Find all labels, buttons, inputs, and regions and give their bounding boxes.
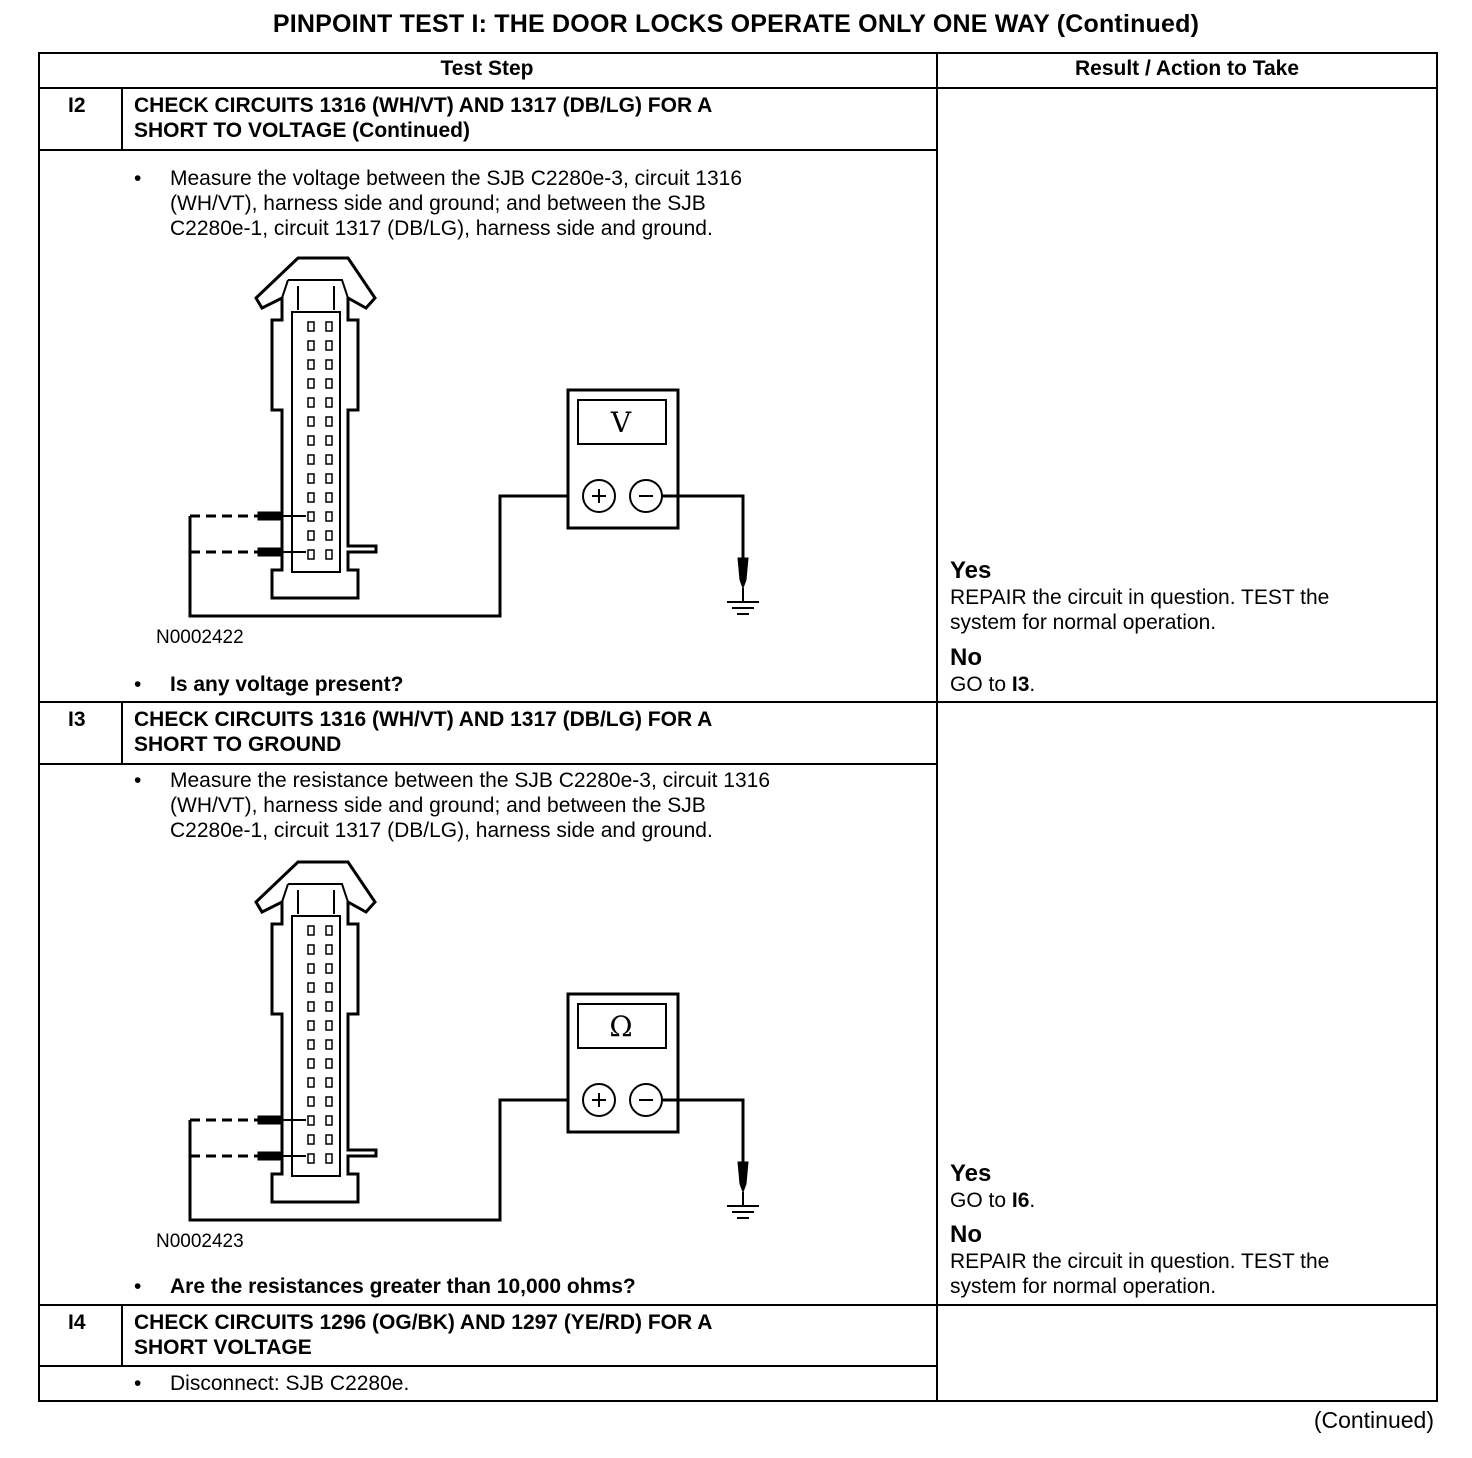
step-title-i4-line1: CHECK CIRCUITS 1296 (OG/BK) AND 1297 (YE/RD) FOR A xyxy=(134,1311,713,1334)
header-test-step: Test Step xyxy=(440,57,534,80)
result-yes-i3-prefix: GO to xyxy=(950,1189,1012,1212)
question-i3 xyxy=(134,1274,924,1300)
instruction-i2-text xyxy=(170,166,742,241)
question-i2-text: Is any voltage present? xyxy=(170,673,404,696)
result-yes-i2-line1: REPAIR the circuit in question. TEST the xyxy=(950,586,1330,609)
connector-pin-cavities xyxy=(308,926,332,1163)
result-yes-text-i2 xyxy=(950,585,1329,635)
instruction-i3-line3: C2280e-1, circuit 1317 (DB/LG), harness side and ground. xyxy=(170,819,713,842)
result-no-i3-line2: system for normal operation. xyxy=(950,1275,1217,1298)
ohmmeter xyxy=(568,994,743,1162)
test-probes xyxy=(190,1100,568,1220)
i3-id-divider xyxy=(121,701,123,765)
table-border-left xyxy=(38,52,40,1402)
result-no-i2-suffix: . xyxy=(1029,673,1036,696)
instruction-i3-line1: Measure the resistance between the SJB C2280e-3, circuit 1316 xyxy=(170,769,771,792)
bullet: • xyxy=(134,167,142,190)
bullet: • xyxy=(134,1372,142,1395)
column-divider xyxy=(936,52,938,1402)
step-title-i2-line2: SHORT TO VOLTAGE (Continued) xyxy=(134,119,470,142)
meter-symbol-ohm: Ω xyxy=(609,1010,633,1043)
step-id-i4: I4 xyxy=(68,1311,86,1334)
bullet: • xyxy=(134,1275,142,1298)
result-yes-i2-line2: system for normal operation. xyxy=(950,611,1217,634)
table-border-right xyxy=(1436,52,1438,1402)
step-title-i4 xyxy=(134,1310,712,1360)
instruction-i4-text: Disconnect: SJB C2280e. xyxy=(170,1372,410,1395)
connector-voltmeter-diagram xyxy=(180,250,770,620)
instruction-i3-line2: (WH/VT), harness side and ground; and between the SJB xyxy=(170,794,706,817)
table-border-bottom xyxy=(38,1400,1438,1402)
connector-c2280e xyxy=(256,862,376,1202)
question-i2 xyxy=(134,672,914,698)
test-probes xyxy=(190,496,568,616)
result-yes-label-i3: Yes xyxy=(950,1160,992,1187)
go-to-step-i6: I6 xyxy=(1011,1189,1030,1212)
i3-title-divider xyxy=(38,763,938,765)
meter-symbol-v: V xyxy=(610,406,632,439)
result-yes-label-i2: Yes xyxy=(950,557,992,584)
instruction-i3 xyxy=(134,768,924,848)
figure-code-i2: N0002422 xyxy=(156,627,244,648)
bullet: • xyxy=(134,673,142,696)
step-title-i3-line2: SHORT TO GROUND xyxy=(134,733,342,756)
step-title-i2 xyxy=(134,93,712,143)
header-result: Result / Action to Take xyxy=(1074,57,1300,80)
instruction-i2 xyxy=(134,166,914,246)
result-no-text-i2 xyxy=(950,672,1035,697)
header-divider xyxy=(38,87,1438,89)
connector-pin-cavities xyxy=(308,322,332,559)
row-divider-i2-i3 xyxy=(38,701,1438,703)
voltmeter xyxy=(568,390,743,558)
i4-id-divider xyxy=(121,1304,123,1367)
instruction-i3-text xyxy=(170,768,770,843)
i4-title-divider xyxy=(38,1365,938,1367)
go-to-step-i3: I3 xyxy=(1011,673,1030,696)
i2-title-divider xyxy=(38,149,938,151)
result-no-label-i2: No xyxy=(950,644,982,671)
result-yes-i3-suffix: . xyxy=(1029,1189,1036,1212)
connector-c2280e xyxy=(256,258,376,598)
result-no-label-i3: No xyxy=(950,1221,982,1248)
result-yes-text-i3 xyxy=(950,1188,1035,1213)
page-title: PINPOINT TEST I: THE DOOR LOCKS OPERATE ONLY ONE WAY (Continued) xyxy=(272,10,1200,38)
instruction-i4 xyxy=(134,1371,914,1397)
ground-probe-icon xyxy=(727,1162,759,1218)
step-title-i2-line1: CHECK CIRCUITS 1316 (WH/VT) AND 1317 (DB/LG) FOR A xyxy=(134,94,713,117)
question-i3-text: Are the resistances greater than 10,000 ohms? xyxy=(170,1275,636,1298)
figure-code-i3: N0002423 xyxy=(156,1231,244,1252)
table-border-top xyxy=(38,52,1438,54)
result-no-text-i3 xyxy=(950,1249,1329,1299)
step-id-i2: I2 xyxy=(68,94,86,117)
bullet: • xyxy=(134,769,142,792)
instruction-i2-line3: C2280e-1, circuit 1317 (DB/LG), harness side and ground. xyxy=(170,217,713,240)
step-title-i3 xyxy=(134,707,712,757)
connector-ohmmeter-diagram xyxy=(180,854,770,1224)
instruction-i2-line1: Measure the voltage between the SJB C2280e-3, circuit 1316 xyxy=(170,167,743,190)
result-no-i2-prefix: GO to xyxy=(950,673,1012,696)
instruction-i2-line2: (WH/VT), harness side and ground; and between the SJB xyxy=(170,192,706,215)
step-id-i3: I3 xyxy=(68,708,86,731)
i2-id-divider xyxy=(121,87,123,151)
step-title-i3-line1: CHECK CIRCUITS 1316 (WH/VT) AND 1317 (DB/LG) FOR A xyxy=(134,708,713,731)
row-divider-i3-i4 xyxy=(38,1304,1438,1306)
continued-label: (Continued) xyxy=(1313,1407,1434,1433)
step-title-i4-line2: SHORT VOLTAGE xyxy=(134,1336,312,1359)
ground-probe-icon xyxy=(727,558,759,614)
result-no-i3-line1: REPAIR the circuit in question. TEST the xyxy=(950,1250,1330,1273)
